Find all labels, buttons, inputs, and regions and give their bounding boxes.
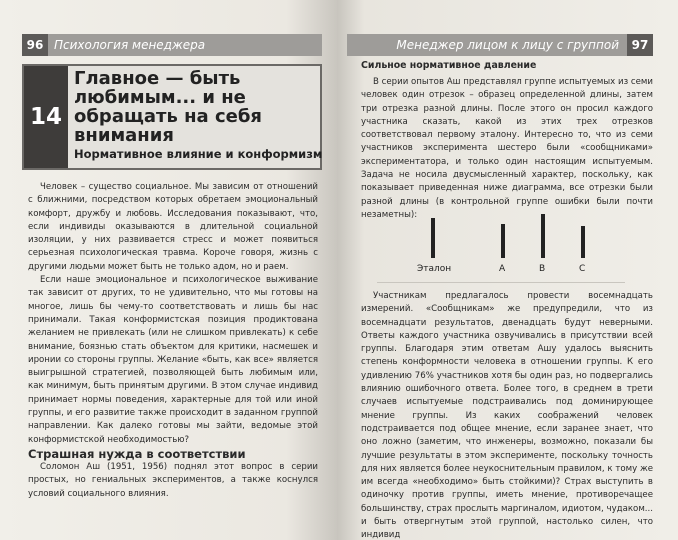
figure-label-b: В	[539, 264, 546, 274]
line-c	[581, 226, 585, 258]
figure-label-c: С	[579, 264, 586, 274]
running-header-title-left: Психология менеджера	[54, 38, 206, 52]
line-b	[541, 214, 545, 258]
figure-label-standard: Эталон	[417, 264, 452, 274]
figure-divider	[377, 282, 625, 283]
paragraph: Участникам предлагалось провести восемнадцать измерений. «Сообщникам» же предупредили, что из восемнадцати результатов, двенадцать будут неверными. Ответы каждого участника озвучивались в присутствии всей группы. Благодаря этим ответам Ашу удалось выяснить степень конформности человека в отношении группы. К его удивлению 76% участников хотя бы один раз, но подвергались влиянию ошибочного ответа. Более того, в среднем в трети случаев испытуемые подстраивались под доминирующее мнение группы. Из каких соображений человек подстраивается под общее мнение, если заранее знает, что оно ложно (заметим, что инженеры, возможно, показали бы лучшие результаты в этом эксперименте, поскольку точность для них является более неукоснительным правилом, к тому же им всегда «необходимо» быть стойкими)? Страх выступить в одиночку против группы, иметь мнение, противоречащее большинству, страх прослыть маргиналом, идиотом, чудаком... и быть отвергнутым этой группой, настолько силен, что индивид	[361, 291, 653, 540]
reference-line	[431, 218, 435, 258]
page-number-right: 97	[627, 34, 653, 56]
chapter-subtitle: Нормативное влияние и конформизм	[74, 147, 323, 161]
chapter-number: 14	[24, 66, 68, 168]
chapter-title: Главное — быть любимым... и не обращать на себя внимания	[74, 68, 262, 146]
left-page	[0, 0, 337, 540]
figure-label-a: А	[499, 264, 506, 274]
right-body-text-top	[361, 76, 653, 222]
paragraph: В серии опытов Аш представлял группе испытуемых из семи человек один отрезок – образец определенной длины, затем три отрезка разной длины. После этого он просил каждого участника сказать, какой из этих трех отрезков соответствовал первому эталону. Интересно то, что из семи участников эксперимента шестеро были «сообщниками» экспериментатора, и только один настоящим испытуемым. Задача не носила двусмысленный характер, поскольку, как показывает приведенная ниже диаграмма, все отрезки были разной длины (в контрольной группе ошибки были почти незаметны):	[361, 77, 653, 220]
running-header-left	[22, 34, 322, 56]
running-header-title-right: Менеджер лицом к лицу с группой	[396, 38, 619, 52]
paragraph: Соломон Аш (1951, 1956) поднял этот вопрос в серии простых, но гениальных экспериментов, а также коснулся условий социального влияния.	[28, 461, 318, 499]
line-a	[501, 224, 505, 258]
paragraph: Если наше эмоциональное и психологическое выживание так зависит от других, то не удивительно, что мы готовы на многое, лишь бы чему-то соответствовать и лишь бы нас принимали. Такая конформистская позиция продиктована желанием не привлекать (или не слишком привлекать) к себе внимание, боязнью стать объектом для критики, насмешек и иронии со стороны группы. Желание «быть, как все» является выигрышной стратегией, позволяющей быть любимым или, как минимум, быть принятым другими. В этом случае индивид принимает нормы поведения, характерные для той или иной группы, и его развитие также происходит в заданном группой направлении. Как далеко готовы мы зайти, ведомые этой конформистской необходимостью?	[28, 275, 318, 445]
right-page	[337, 0, 678, 540]
chapter-title-box	[22, 64, 322, 170]
section-subheading: Страшная нужда в соответствии	[28, 446, 246, 461]
running-header-right	[347, 34, 653, 56]
section-heading: Сильное нормативное давление	[361, 60, 537, 71]
left-body-text	[28, 181, 318, 501]
paragraph: Человек – существо социальное. Мы зависим от отношений с ближними, посредством которых обретаем эмоциональный комфорт, дружбу и любовь. Исследования показывают, что, если индивиды оказываются в длительной социальной изоляции, у них развивается стресс и может появиться серьезная психологическая травма. Короче говоря, жизнь с другими людьми может быть не только адом, но и раем.	[28, 182, 318, 272]
page-number-left: 96	[22, 34, 48, 56]
right-body-text-bottom	[361, 290, 653, 540]
asch-lines-figure	[377, 210, 637, 282]
